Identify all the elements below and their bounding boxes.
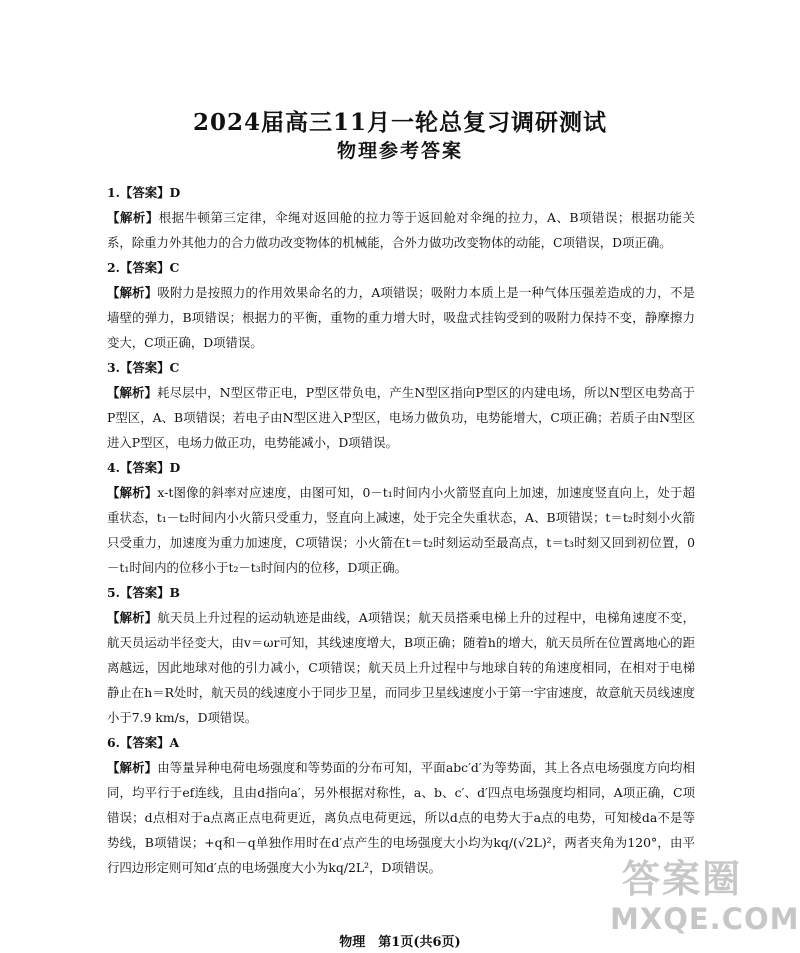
question-item-1	[107, 180, 695, 255]
answer-line: 1.【答案】D	[107, 185, 181, 200]
explanation-tag: 【解析】	[107, 610, 158, 625]
explanation-tag: 【解析】	[107, 210, 159, 225]
explanation	[107, 480, 695, 580]
explanation	[107, 280, 695, 355]
explanation-text: 耗尽层中，N型区带正电，P型区带负电，产生N型区指向P型区的内建电场，所以N型区电势高于P型区，A、B项错误；若电子由N型区进入P型区，电场力做负功，电势能增大，C项正确；若质子由N型区进入P型区，电场力做正功，电势能减小，D项错误。	[107, 385, 696, 450]
document-title: 2024届高三11月一轮总复习调研测试	[192, 109, 608, 136]
explanation-text: x-t图像的斜率对应速度，由图可知，0－t₁时间内小火箭竖直向上加速，加速度竖直向上，处于超重状态，t₁－t₂时间内小火箭只受重力，竖直向上减速，处于完全失重状态，A、B项错误；t＝t₂时刻小火箭只受重力，加速度为重力加速度，C项错误；小火箭在t＝t₂时刻运动至最高点，t＝t₃时刻又回到初位置，0－t₁时间内的位移小于t₂－t₃时间内的位移，D项正确。	[107, 485, 696, 575]
explanation	[107, 755, 695, 880]
explanation-text: 由等量异种电荷电场强度和等势面的分布可知，平面abc′d′为等势面，其上各点电场强度方向均相同，均平行于ef连线，且由d指向a′，另外根据对称性，a、b、c′、d′四点电场强度均相同，A项正确，C项错误；d点相对于a点离正点电荷更近，离负点电荷更远，所以d点的电势大于a点的电势，可知棱da不是等势线，B项错误；+q和－q单独作用时在d′点产生的电场强度大小均为kq/(√2L)²，两者夹角为120°，由平行四边形定则可知d′点的电场强度大小为kq/2L²，D项错误。	[107, 760, 695, 875]
answer-line: 6.【答案】A	[107, 735, 180, 750]
explanation	[107, 380, 695, 455]
explanation-tag: 【解析】	[107, 285, 158, 300]
explanation-tag: 【解析】	[107, 760, 158, 775]
answer-line: 2.【答案】C	[107, 260, 180, 275]
explanation	[107, 605, 695, 730]
explanation-text: 航天员上升过程的运动轨迹是曲线，A项错误；航天员搭乘电梯上升的过程中，电梯角速度不变，航天员运动半径变大，由v＝ωr可知，其线速度增大，B项正确；随着h的增大，航天员所在位置离地心的距离越远，因此地球对他的引力减小，C项错误；航天员上升过程中与地球自转的角速度相同，在相对于电梯静止在h＝R处时，航天员的线速度小于同步卫星，而同步卫星线速度小于第一宇宙速度，故意航天员线速度小于7.9 km/s，D项错误。	[107, 610, 696, 725]
explanation	[107, 205, 695, 255]
watermark-url: MXQE.COM	[610, 902, 800, 936]
question-item-4	[107, 455, 695, 580]
answer-line: 3.【答案】C	[107, 360, 180, 375]
explanation-tag: 【解析】	[107, 385, 158, 400]
question-item-6	[107, 730, 695, 880]
explanation-text: 根据牛顿第三定律，伞绳对返回舱的拉力等于返回舱对伞绳的拉力，A、B项错误；根据功能关系，除重力外其他力的合力做功改变物体的机械能，合外力做功改变物体的动能，C项错误，D项正确。	[107, 210, 695, 250]
question-item-2	[107, 255, 695, 355]
question-item-5	[107, 580, 695, 730]
answer-list	[107, 180, 695, 880]
document-subtitle: 物理参考答案	[336, 140, 463, 162]
answer-line: 4.【答案】D	[107, 460, 181, 475]
explanation-tag: 【解析】	[107, 485, 158, 500]
explanation-text: 吸附力是按照力的作用效果命名的力，A项错误；吸附力本质上是一种气体压强差造成的力，不是墙壁的弹力，B项错误；根据力的平衡，重物的重力增大时，吸盘式挂钩受到的吸附力保持不变，静摩擦力变大，C项正确，D项错误。	[107, 285, 696, 350]
answer-line: 5.【答案】B	[107, 585, 180, 600]
page-footer: 物理 第1页(共6页)	[339, 935, 461, 950]
watermark-text: 答案圈	[622, 856, 743, 901]
question-item-3	[107, 355, 695, 455]
